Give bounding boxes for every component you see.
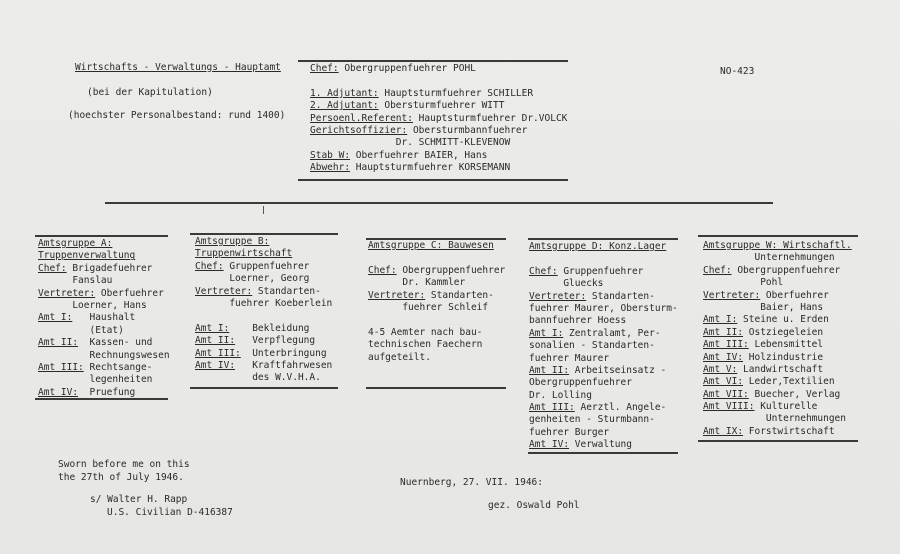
text-line: [703, 277, 852, 289]
text-line: [703, 389, 852, 401]
line-label: Amt II:: [38, 337, 79, 349]
witness-id: U.S. Civilian D-416387: [107, 507, 233, 518]
line-text: fuehrer Schleif: [368, 301, 489, 313]
line-label: Amt II:: [703, 326, 744, 338]
main-horizontal-rule: [105, 202, 773, 204]
chief-box-top-rule: [298, 60, 568, 62]
sworn-line-1: Sworn before me on this: [58, 459, 190, 470]
signed-by: gez. Oswald Pohl: [488, 500, 580, 511]
line-text: Obersturmfuehrer WITT: [378, 100, 505, 112]
line-text: sonalien - Standarten-: [529, 340, 655, 352]
text-line: [368, 327, 505, 339]
line-text: Kassen- und: [78, 337, 153, 349]
line-text: Gluecks: [529, 278, 604, 290]
text-line: [195, 248, 332, 260]
text-line: [310, 137, 567, 149]
line-text: Ostziegeleien: [743, 326, 824, 338]
line-label: 2. Adjutant:: [310, 100, 379, 112]
line-label: Amt III:: [529, 402, 575, 414]
line-label: Vertreter:: [529, 290, 587, 302]
amtsgruppe-w: [703, 240, 852, 438]
line-label: Amt IV:: [195, 359, 236, 371]
line-text: Unternehmungen: [703, 413, 846, 425]
text-line: [529, 390, 678, 402]
line-text: Oberfuehrer: [95, 287, 164, 299]
text-line: [38, 350, 170, 362]
line-text: Standarten-: [425, 289, 494, 301]
text-line: [195, 286, 332, 298]
text-line: [38, 238, 170, 250]
line-label: Amt VII:: [703, 388, 749, 400]
text-line: [703, 339, 852, 351]
line-label: Chef:: [195, 260, 224, 272]
line-label: Amt VIII:: [703, 401, 755, 413]
line-label: Vertreter:: [195, 285, 253, 297]
text-line: [195, 348, 332, 360]
text-line: [195, 310, 332, 322]
text-line: [195, 335, 332, 347]
amtsgruppe-b: [195, 236, 332, 385]
line-label: Chef:: [38, 262, 67, 274]
text-line: [529, 328, 678, 340]
line-text: aufgeteilt.: [368, 351, 431, 363]
line-text: Steine u. Erden: [737, 314, 829, 326]
line-text: des W.V.H.A.: [195, 372, 321, 384]
text-line: [368, 265, 505, 277]
line-label: Truppenwirtschaft: [195, 248, 293, 260]
text-line: [529, 414, 678, 426]
group-w-bottom-rule: [698, 440, 858, 442]
line-text: Lebensmittel: [748, 339, 824, 351]
line-text: Obergruppenfuehrer: [529, 377, 632, 389]
capitulation-note: (bei der Kapitulation): [87, 87, 213, 98]
line-label: Amt IV:: [38, 386, 79, 398]
line-text: Verwaltung: [569, 439, 632, 451]
text-line: [310, 113, 567, 125]
text-line: [38, 250, 170, 262]
line-text: fuehrer Burger: [529, 426, 610, 438]
line-text: Dr. Kammler: [368, 277, 466, 289]
text-line: [195, 360, 332, 372]
connector-mark: [263, 206, 264, 214]
text-line: [529, 315, 678, 327]
line-text: Unternehmungen: [703, 252, 835, 264]
line-text: Oberfuehrer BAIER, Hans: [350, 149, 488, 161]
text-line: [368, 352, 505, 364]
text-line: [368, 290, 505, 302]
line-text: Brigadefuehrer: [66, 262, 153, 274]
line-label: Amt IV:: [703, 351, 744, 363]
amtsgruppe-d: [529, 241, 678, 452]
line-text: Zentralamt, Per-: [563, 327, 661, 339]
line-label: Amt III:: [703, 339, 749, 351]
text-line: [38, 325, 170, 337]
line-text: Holzindustrie: [743, 351, 824, 363]
line-label: Chef:: [703, 264, 732, 276]
amtsgruppe-a: [38, 238, 170, 399]
line-text: bannfuehrer Hoess: [529, 315, 627, 327]
text-line: [368, 240, 505, 252]
line-label: Vertreter:: [38, 287, 96, 299]
line-label: Gerichtsoffizier:: [310, 124, 408, 136]
text-line: [368, 277, 505, 289]
line-text: Landwirtschaft: [737, 363, 824, 375]
line-text: Standarten-: [252, 285, 321, 297]
line-text: Obergruppenfuehrer POHL: [338, 63, 476, 74]
line-text: Leder,Textilien: [743, 376, 835, 388]
line-text: legenheiten: [38, 374, 153, 386]
line-label: Chef:: [310, 63, 339, 74]
text-line: [703, 302, 852, 314]
line-text: Kraftfahrwesen: [235, 359, 333, 371]
text-line: [310, 162, 567, 174]
line-text: Baier, Hans: [703, 301, 824, 313]
line-label: Amt II:: [529, 364, 570, 376]
text-line: [703, 352, 852, 364]
text-line: [38, 263, 170, 275]
line-text: Rechnungswesen: [38, 349, 170, 361]
line-text: Dr. Lolling: [529, 389, 592, 401]
personnel-note: (hoechster Personalbestand: rund 1400): [68, 110, 286, 121]
line-text: Loerner, Hans: [38, 299, 147, 311]
group-w-top-rule: [698, 235, 858, 237]
line-label: Abwehr:: [310, 162, 351, 174]
text-line: [310, 100, 567, 112]
line-label: Amt I:: [703, 314, 738, 326]
line-label: Amt IX:: [703, 425, 744, 437]
text-line: [195, 323, 332, 335]
line-label: Vertreter:: [703, 289, 761, 301]
group-a-bottom-rule: [35, 398, 168, 400]
line-text: fuehrer Maurer, Obersturm-: [529, 302, 678, 314]
text-line: [310, 150, 567, 162]
witness-signature: s/ Walter H. Rapp: [90, 494, 188, 505]
group-d-top-rule: [528, 238, 678, 240]
text-line: [38, 374, 170, 386]
line-text: Gruppenfuehrer: [223, 260, 310, 272]
text-line: [38, 362, 170, 374]
line-text: Bekleidung: [229, 322, 310, 334]
line-label: Stab W:: [310, 149, 351, 161]
line-text: Aerztl. Angele-: [574, 402, 667, 414]
text-line: [703, 376, 852, 388]
text-line: [529, 377, 678, 389]
line-label: Amt III:: [195, 347, 241, 359]
line-label: Amt IV:: [529, 439, 570, 451]
text-line: [310, 63, 567, 75]
line-text: Forstwirtschaft: [743, 425, 835, 437]
line-label: Amt VI:: [703, 376, 744, 388]
text-line: [38, 312, 170, 324]
line-label: Amt II:: [195, 335, 236, 347]
text-line: [529, 266, 678, 278]
text-line: [195, 273, 332, 285]
text-line: [368, 339, 505, 351]
text-line: [703, 290, 852, 302]
line-label: Amtsgruppe W: Wirtschaftl.: [703, 240, 852, 251]
line-text: Haushalt: [72, 312, 136, 324]
line-label: Amt I:: [195, 322, 230, 334]
line-label: Amtsgruppe A:: [38, 238, 113, 249]
document-number: NO-423: [720, 66, 755, 77]
text-line: [703, 401, 852, 413]
chief-box: [310, 63, 567, 175]
line-label: Truppenverwaltung: [38, 250, 136, 262]
line-text: technischen Faechern: [368, 339, 483, 351]
text-line: [703, 426, 852, 438]
text-line: [38, 300, 170, 312]
group-b-bottom-rule: [190, 387, 338, 389]
line-text: Obersturmbannfuehrer: [407, 124, 528, 136]
group-c-bottom-rule: [366, 387, 506, 389]
line-label: Amt V:: [703, 363, 738, 375]
group-b-top-rule: [190, 233, 338, 235]
line-text: Verpflegung: [235, 335, 316, 347]
line-text: fuehrer Maurer: [529, 352, 610, 364]
line-label: 1. Adjutant:: [310, 87, 379, 99]
text-line: [529, 340, 678, 352]
line-text: Hauptsturmfuehrer KORSEMANN: [350, 162, 511, 174]
line-label: Amtsgruppe D: Konz.Lager: [529, 241, 667, 252]
text-line: [38, 275, 170, 287]
line-text: Rechtsange-: [83, 361, 153, 373]
group-a-top-rule: [35, 235, 168, 237]
text-line: [703, 364, 852, 376]
text-line: [195, 261, 332, 273]
line-label: Amtsgruppe C: Bauwesen: [368, 240, 494, 251]
line-label: Chef:: [529, 265, 558, 277]
line-text: Unterbringung: [240, 347, 327, 359]
text-line: [195, 298, 332, 310]
text-line: [529, 241, 678, 253]
line-label: Chef:: [368, 264, 397, 276]
line-label: Amt I:: [529, 327, 564, 339]
sworn-line-2: the 27th of July 1946.: [58, 472, 184, 483]
line-text: Standarten-: [586, 290, 655, 302]
line-label: Vertreter:: [368, 289, 426, 301]
text-line: [368, 314, 505, 326]
text-line: [529, 439, 678, 451]
text-line: [703, 413, 852, 425]
line-text: Loerner, Georg: [195, 273, 310, 285]
line-text: (Etat): [38, 324, 124, 336]
line-label: Amtsgruppe B:: [195, 236, 270, 247]
text-line: [368, 302, 505, 314]
line-text: Hauptsturmfuehrer SCHILLER: [378, 87, 534, 99]
text-line: [38, 288, 170, 300]
line-text: Obergruppenfuehrer: [396, 264, 506, 276]
text-line: [310, 88, 567, 100]
text-line: [529, 353, 678, 365]
text-line: [529, 278, 678, 290]
text-line: [529, 402, 678, 414]
group-d-bottom-rule: [528, 452, 678, 454]
line-text: Hauptsturmfuehrer Dr.VOLCK: [412, 112, 568, 124]
text-line: [529, 303, 678, 315]
text-line: [529, 427, 678, 439]
text-line: [38, 337, 170, 349]
line-text: Pohl: [703, 277, 784, 289]
text-line: [310, 75, 567, 87]
line-text: Pruefung: [78, 386, 136, 398]
line-text: Obergruppenfuehrer: [731, 264, 841, 276]
text-line: [529, 291, 678, 303]
line-label: Amt III:: [38, 361, 84, 373]
text-line: [703, 265, 852, 277]
place-date: Nuernberg, 27. VII. 1946:: [400, 477, 543, 488]
chief-box-bottom-rule: [298, 179, 568, 181]
text-line: [195, 372, 332, 384]
text-line: [310, 125, 567, 137]
text-line: [703, 240, 852, 252]
line-label: Amt I:: [38, 312, 73, 324]
line-text: Fanslau: [38, 275, 113, 287]
line-label: Persoenl.Referent:: [310, 112, 413, 124]
text-line: [529, 365, 678, 377]
line-text: Dr. SCHMITT-KLEVENOW: [310, 137, 511, 149]
line-text: Buecher, Verlag: [748, 388, 841, 400]
text-line: [195, 236, 332, 248]
text-line: [703, 327, 852, 339]
text-line: [703, 252, 852, 264]
text-line: [368, 252, 505, 264]
amtsgruppe-c: [368, 240, 505, 364]
line-text: 4-5 Aemter nach bau-: [368, 326, 483, 338]
line-text: fuehrer Koeberlein: [195, 297, 333, 309]
office-title: Wirtschafts - Verwaltungs - Hauptamt: [75, 62, 281, 73]
line-text: genheiten - Sturmbann-: [529, 414, 655, 426]
text-line: [529, 253, 678, 265]
text-line: [703, 314, 852, 326]
line-text: Gruppenfuehrer: [557, 265, 644, 277]
line-text: Arbeitseinsatz -: [569, 364, 667, 376]
line-text: Kulturelle: [754, 401, 818, 413]
line-text: Oberfuehrer: [760, 289, 829, 301]
